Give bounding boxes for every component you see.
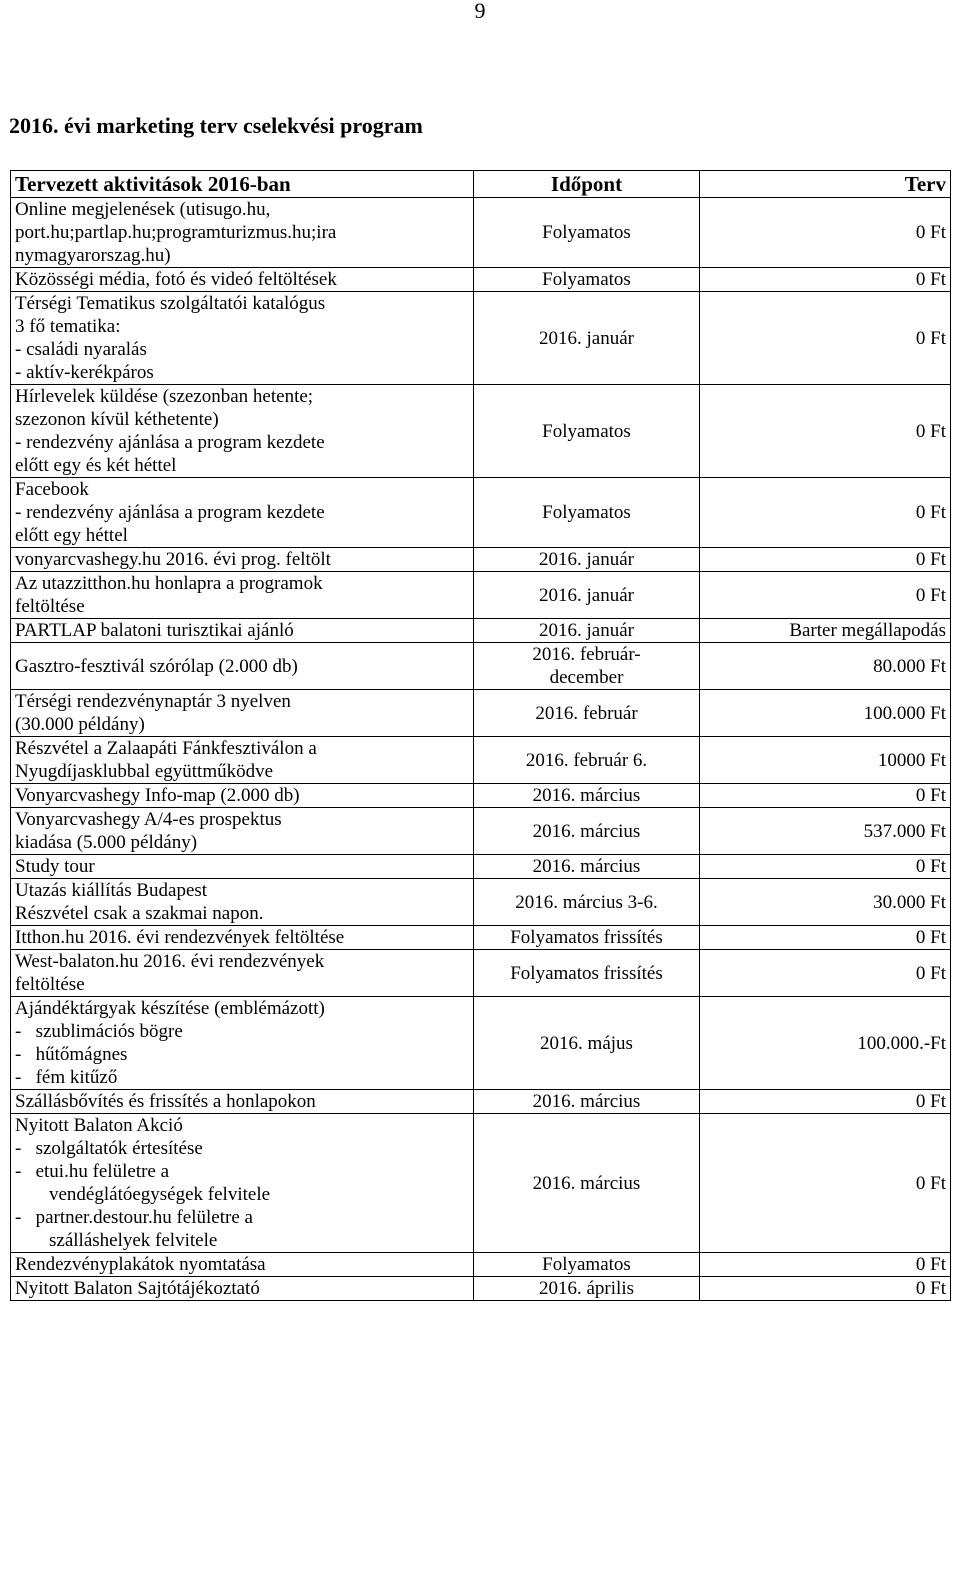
activity-cell — [11, 385, 474, 478]
table-row — [11, 292, 951, 385]
date-cell-line: 2016. január — [539, 620, 634, 641]
activity-cell-line: - hűtőmágnes — [15, 1044, 128, 1065]
budget-cell — [700, 478, 951, 548]
activity-cell — [11, 548, 474, 572]
activity-cell — [11, 808, 474, 855]
activity-cell-line: - rendezvény ajánlása a program kezdete — [15, 432, 325, 453]
activity-cell-line: feltöltése — [15, 596, 85, 617]
date-cell-line: Folyamatos — [542, 269, 631, 290]
budget-cell — [700, 292, 951, 385]
date-cell — [474, 478, 700, 548]
activity-cell-line: szálláshelyek felvitele — [49, 1230, 218, 1251]
date-cell-line: Folyamatos frissítés — [510, 962, 663, 984]
activity-cell — [11, 478, 474, 548]
date-cell-line: 2016. január — [539, 327, 634, 349]
activity-cell-line: Az utazzitthon.hu honlapra a programok — [15, 573, 323, 594]
table-row — [11, 1277, 951, 1301]
budget-cell-line: 0 Ft — [915, 1254, 946, 1275]
activity-cell-line: kiadása (5.000 példány) — [15, 832, 198, 853]
date-cell-line: 2016. március — [532, 1172, 641, 1194]
activity-cell-line: Térségi Tematikus szolgáltatói katalógus — [15, 293, 326, 314]
activity-cell-line: 3 fő tematika: — [15, 316, 121, 337]
date-cell-line: 2016. április — [539, 1278, 634, 1299]
budget-cell-line: 0 Ft — [915, 222, 946, 243]
date-cell — [474, 548, 700, 572]
activity-cell — [11, 572, 474, 619]
table-row — [11, 572, 951, 619]
table-row — [11, 690, 951, 737]
budget-cell-line: 100.000 Ft — [863, 702, 946, 724]
budget-cell — [700, 997, 951, 1090]
activity-cell — [11, 737, 474, 784]
budget-cell-line: 0 Ft — [915, 785, 946, 806]
activity-cell-line: Hírlevelek küldése (szezonban hetente; — [15, 386, 314, 407]
activity-cell-line: Vonyarcvashegy A/4-es prospektus — [15, 809, 282, 830]
date-cell — [474, 292, 700, 385]
activity-cell-line: PARTLAP balatoni turisztikai ajánló — [15, 620, 294, 641]
date-cell — [474, 855, 700, 879]
date-cell — [474, 198, 700, 268]
budget-cell-line: 0 Ft — [915, 1091, 946, 1112]
activity-cell-line: Térségi rendezvénynaptár 3 nyelven — [15, 691, 291, 712]
budget-cell — [700, 737, 951, 784]
activity-cell — [11, 950, 474, 997]
budget-cell — [700, 1114, 951, 1253]
activity-cell-line: Részvétel csak a szakmai napon. — [15, 903, 264, 924]
date-cell-line: 2016. május — [540, 1032, 633, 1054]
activity-cell-line: - szolgáltatók értesítése — [15, 1138, 203, 1159]
table-row — [11, 950, 951, 997]
date-cell — [474, 1114, 700, 1253]
budget-cell-line: 10000 Ft — [877, 749, 946, 771]
date-cell — [474, 950, 700, 997]
table-row — [11, 1114, 951, 1253]
table-row — [11, 1090, 951, 1114]
activity-cell-line: - partner.destour.hu felületre a — [15, 1207, 253, 1228]
budget-cell — [700, 643, 951, 690]
table-row — [11, 784, 951, 808]
date-cell — [474, 1253, 700, 1277]
activity-cell-line: előtt egy héttel — [15, 525, 128, 546]
table-row — [11, 643, 951, 690]
activity-cell-line: - etui.hu felületre a — [15, 1161, 170, 1182]
activity-cell-line: - fém kitűző — [15, 1067, 118, 1088]
date-cell — [474, 997, 700, 1090]
page-number: 9 — [474, 0, 486, 23]
activity-cell-line: feltöltése — [15, 974, 85, 995]
activity-cell — [11, 1253, 474, 1277]
header-activities: Tervezett aktivitások 2016-ban — [11, 171, 474, 198]
date-cell — [474, 385, 700, 478]
activity-cell-line: Gasztro-fesztivál szórólap (2.000 db) — [15, 655, 298, 677]
budget-cell-line: 0 Ft — [915, 962, 946, 984]
date-cell-line: 2016. február — [535, 702, 638, 724]
date-cell-line: 2016. március — [532, 785, 641, 806]
date-cell-line: Folyamatos — [542, 420, 631, 442]
date-cell-line: Folyamatos — [542, 502, 631, 523]
budget-cell-line: 0 Ft — [915, 1172, 946, 1194]
activity-cell-line: Szállásbővítés és frissítés a honlapokon — [15, 1091, 316, 1112]
table-row — [11, 926, 951, 950]
activity-cell-line: Itthon.hu 2016. évi rendezvények feltöltése — [15, 927, 345, 948]
header-budget: Terv — [700, 171, 951, 198]
budget-cell-line: 0 Ft — [915, 1278, 946, 1299]
budget-cell-line: 0 Ft — [915, 549, 946, 570]
budget-cell-line: 30.000 Ft — [873, 891, 946, 913]
activity-cell-line: Study tour — [15, 856, 95, 877]
activity-cell — [11, 292, 474, 385]
date-cell — [474, 1277, 700, 1301]
table-row — [11, 997, 951, 1090]
document-title: 2016. évi marketing terv cselekvési program — [9, 113, 423, 138]
budget-cell — [700, 926, 951, 950]
date-cell-line: december — [549, 667, 624, 688]
table-row — [11, 808, 951, 855]
activity-cell — [11, 784, 474, 808]
date-cell — [474, 619, 700, 643]
date-cell — [474, 879, 700, 926]
activity-cell — [11, 198, 474, 268]
date-cell-line: Folyamatos frissítés — [510, 927, 663, 948]
activity-cell — [11, 1277, 474, 1301]
budget-cell — [700, 879, 951, 926]
table-row — [11, 548, 951, 572]
date-cell — [474, 737, 700, 784]
activity-cell-line: vonyarcvashegy.hu 2016. évi prog. feltölt — [15, 549, 331, 570]
table-row — [11, 879, 951, 926]
table-row — [11, 478, 951, 548]
date-cell-line: Folyamatos — [542, 1254, 631, 1275]
activity-cell-line: Részvétel a Zalaapáti Fánkfesztiválon a — [15, 738, 317, 759]
budget-cell — [700, 690, 951, 737]
activity-cell — [11, 690, 474, 737]
activity-cell-line: port.hu;partlap.hu;programturizmus.hu;ira — [15, 222, 337, 243]
activity-cell-line: (30.000 példány) — [15, 714, 145, 735]
date-cell-line: 2016. február 6. — [525, 749, 648, 771]
date-cell — [474, 268, 700, 292]
budget-cell-line: 537.000 Ft — [863, 820, 946, 842]
date-cell — [474, 926, 700, 950]
date-cell — [474, 808, 700, 855]
activity-cell-line: Nyitott Balaton Sajtótájékoztató — [15, 1278, 260, 1299]
activity-cell-line: Közösségi média, fotó és videó feltöltések — [15, 269, 337, 290]
table-row — [11, 1253, 951, 1277]
budget-cell — [700, 198, 951, 268]
activity-cell-line: Utazás kiállítás Budapest — [15, 880, 208, 901]
activity-cell-line: - családi nyaralás — [15, 339, 147, 360]
activity-cell-line: Vonyarcvashegy Info-map (2.000 db) — [15, 785, 300, 806]
date-cell-line: 2016. március — [532, 1091, 641, 1112]
date-cell-line: 2016. március — [532, 820, 641, 842]
date-cell-line: 2016. január — [539, 549, 634, 570]
budget-cell-line: 0 Ft — [915, 856, 946, 877]
date-cell — [474, 572, 700, 619]
activity-cell-line: Online megjelenések (utisugo.hu, — [15, 199, 271, 220]
budget-cell — [700, 808, 951, 855]
date-cell — [474, 690, 700, 737]
budget-cell — [700, 784, 951, 808]
budget-cell-line: 0 Ft — [915, 502, 946, 523]
activity-cell — [11, 643, 474, 690]
table-row — [11, 198, 951, 268]
table-body — [11, 198, 951, 1301]
budget-cell-line: 0 Ft — [915, 584, 946, 606]
header-date: Időpont — [474, 171, 700, 198]
date-cell-line: 2016. március 3-6. — [515, 891, 658, 913]
date-cell-line: 2016. február- — [532, 644, 641, 665]
activity-cell — [11, 926, 474, 950]
table-row — [11, 268, 951, 292]
budget-cell-line: 80.000 Ft — [873, 655, 946, 677]
budget-cell — [700, 619, 951, 643]
activity-cell-line: előtt egy és két héttel — [15, 455, 177, 476]
date-cell — [474, 1090, 700, 1114]
budget-cell — [700, 548, 951, 572]
budget-cell — [700, 385, 951, 478]
budget-cell — [700, 572, 951, 619]
budget-cell — [700, 1090, 951, 1114]
budget-cell-line: 100.000.-Ft — [857, 1032, 946, 1054]
table-row — [11, 619, 951, 643]
activity-cell-line: Nyitott Balaton Akció — [15, 1115, 183, 1136]
table-row — [11, 855, 951, 879]
activity-cell-line: Facebook — [15, 479, 89, 500]
table-header-row — [11, 171, 951, 198]
date-cell-line: Folyamatos — [542, 222, 631, 243]
activity-cell — [11, 855, 474, 879]
activity-cell-line: - rendezvény ajánlása a program kezdete — [15, 502, 325, 523]
budget-cell — [700, 268, 951, 292]
activity-cell-line: nymagyarorszag.hu) — [15, 245, 171, 266]
budget-cell-line: 0 Ft — [915, 269, 946, 290]
table-row — [11, 737, 951, 784]
budget-cell-line: 0 Ft — [915, 327, 946, 349]
activity-cell-line: Nyugdíjasklubbal együttműködve — [15, 761, 274, 782]
budget-cell-line: 0 Ft — [915, 927, 946, 948]
activity-cell — [11, 1114, 474, 1253]
activity-cell — [11, 997, 474, 1090]
marketing-plan-table — [10, 170, 951, 1301]
budget-cell — [700, 1277, 951, 1301]
activity-cell-line: Rendezvényplakátok nyomtatása — [15, 1254, 266, 1275]
activity-cell — [11, 268, 474, 292]
activity-cell — [11, 879, 474, 926]
activity-cell — [11, 619, 474, 643]
activity-cell-line: - szublimációs bögre — [15, 1021, 183, 1042]
budget-cell — [700, 855, 951, 879]
date-cell — [474, 784, 700, 808]
activity-cell-line: szezonon kívül kéthetente) — [15, 409, 219, 430]
date-cell — [474, 643, 700, 690]
budget-cell-line: 0 Ft — [915, 420, 946, 442]
budget-cell-line: Barter megállapodás — [789, 620, 946, 641]
table-row — [11, 385, 951, 478]
date-cell-line: 2016. január — [539, 584, 634, 606]
budget-cell — [700, 1253, 951, 1277]
activity-cell-line: West-balaton.hu 2016. évi rendezvények — [15, 951, 325, 972]
date-cell-line: 2016. március — [532, 856, 641, 877]
activity-cell-line: vendéglátóegységek felvitele — [49, 1184, 271, 1205]
activity-cell-line: - aktív-kerékpáros — [15, 362, 154, 383]
activity-cell-line: Ajándéktárgyak készítése (emblémázott) — [15, 998, 325, 1019]
activity-cell — [11, 1090, 474, 1114]
budget-cell — [700, 950, 951, 997]
